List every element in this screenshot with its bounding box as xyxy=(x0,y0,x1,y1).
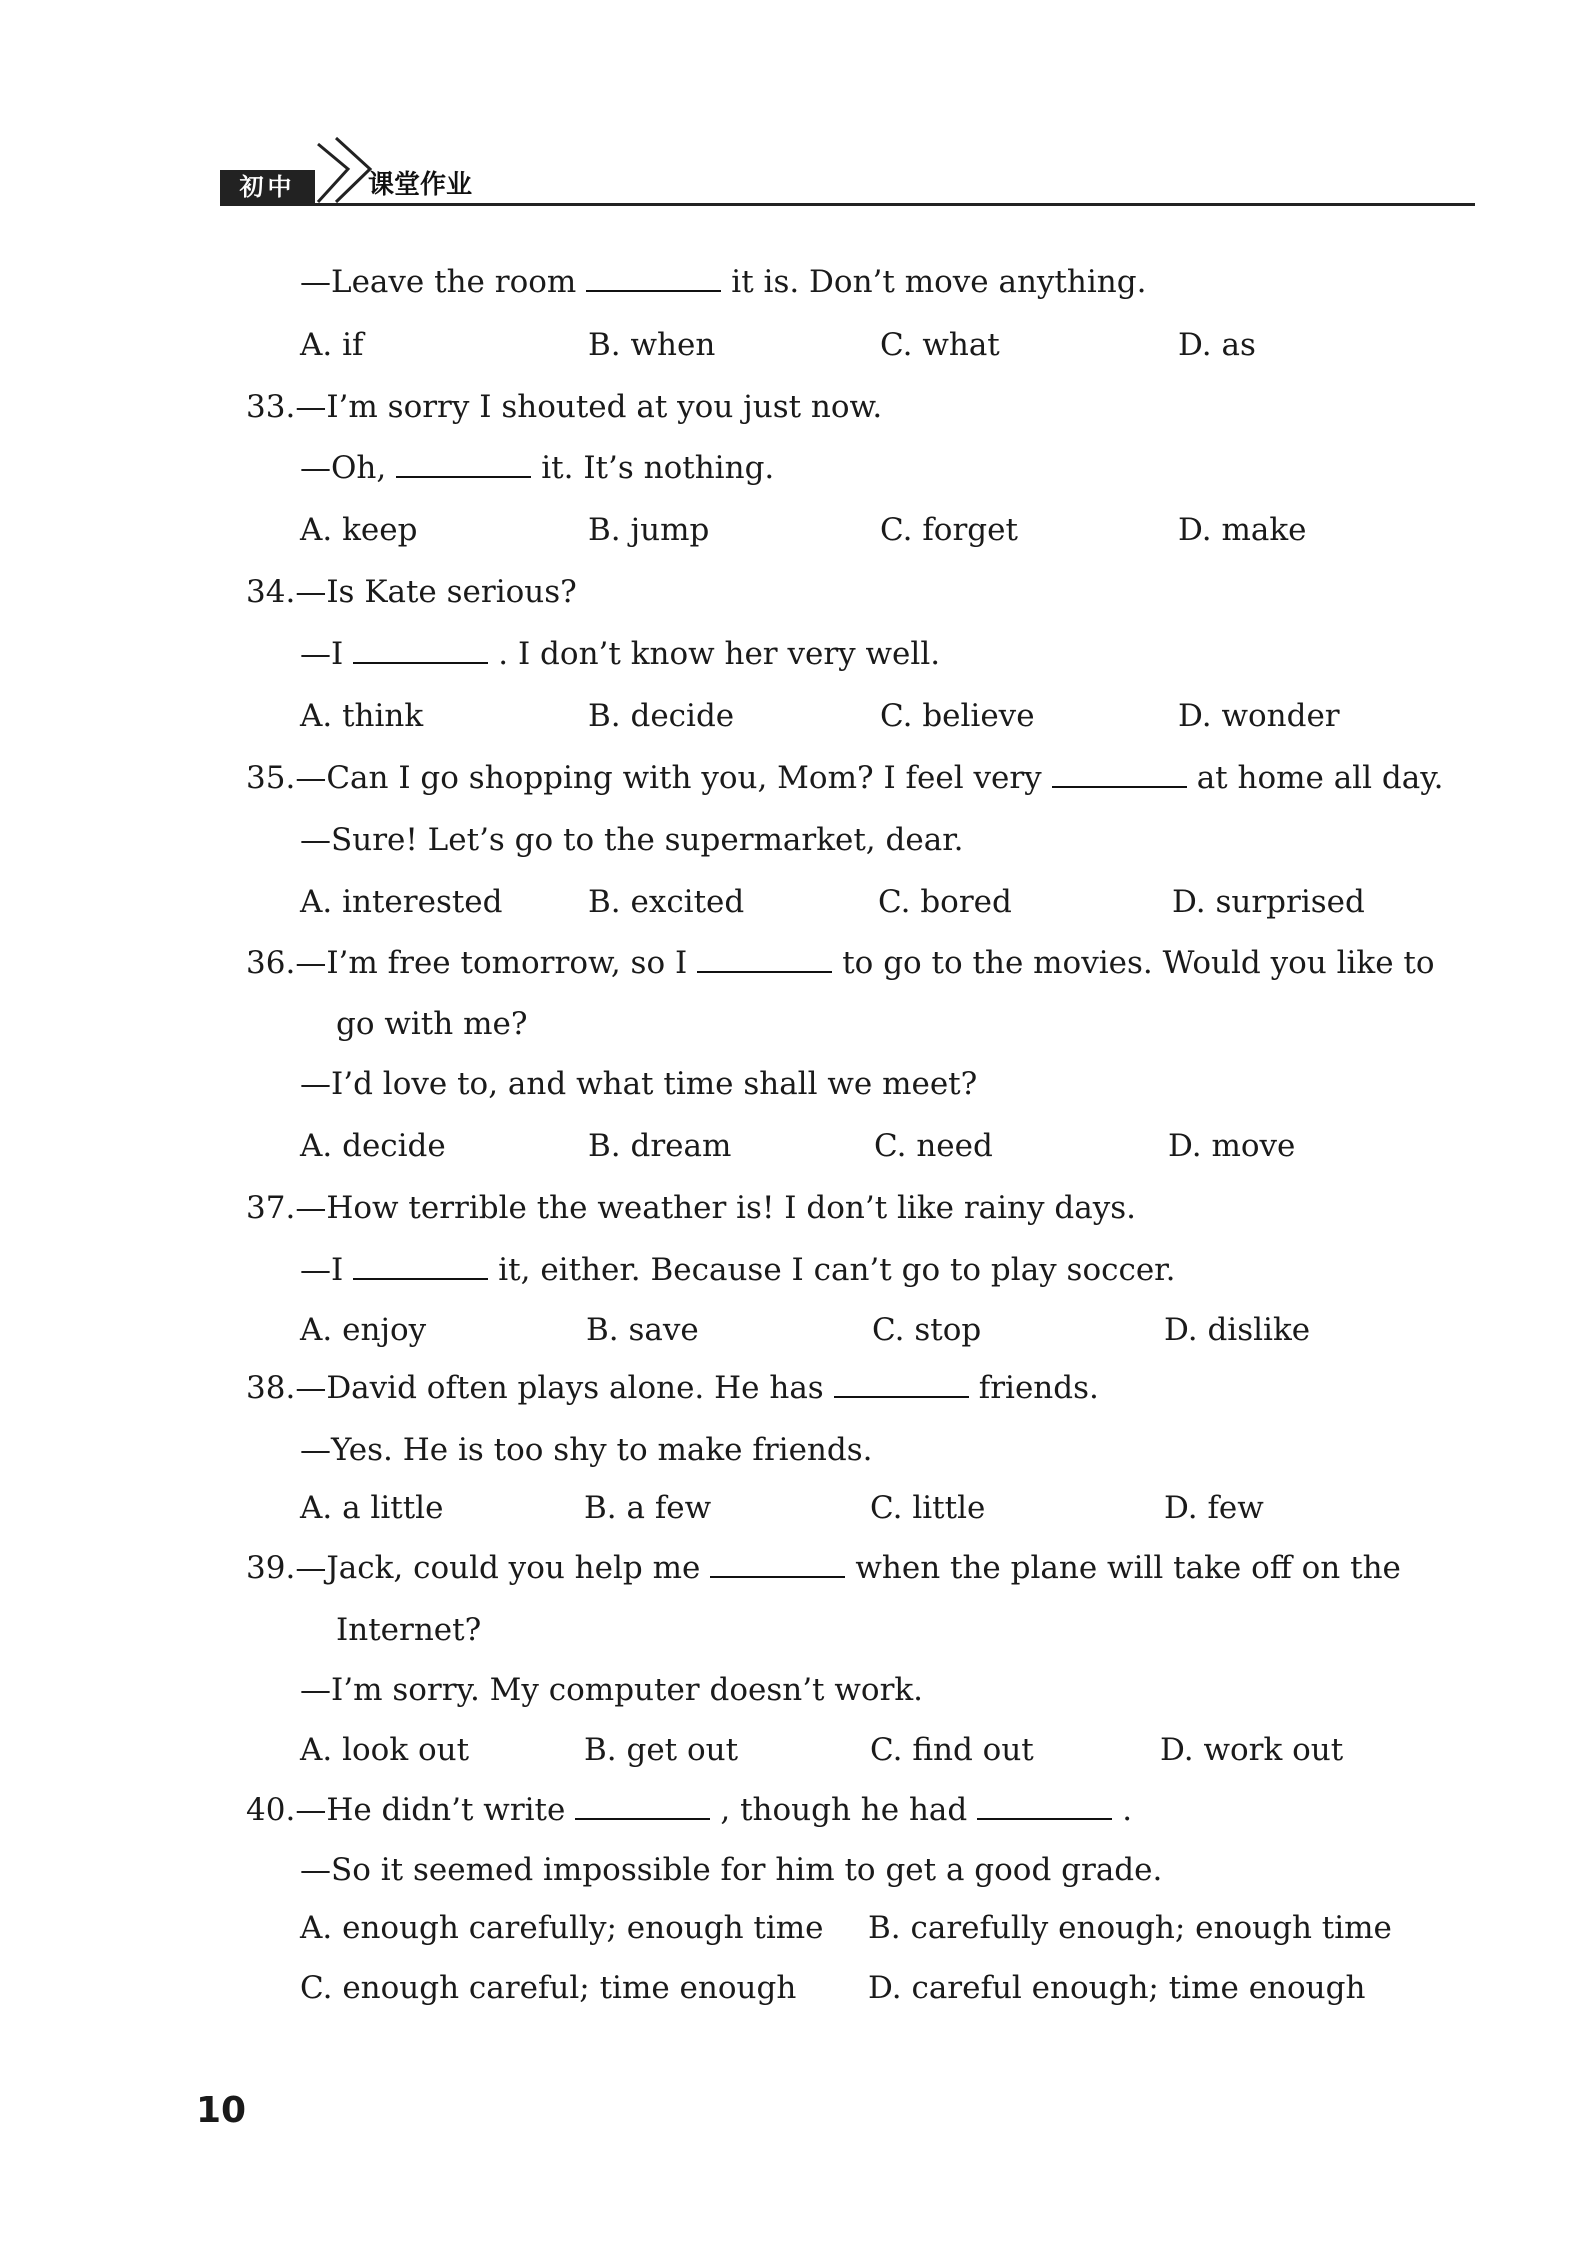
q39-question: 39.—Jack, could you help me when the plane will take off on the xyxy=(246,1550,1401,1586)
option-d[interactable]: D. surprised xyxy=(1172,884,1365,920)
answer-blank[interactable] xyxy=(353,1250,488,1280)
q35-response: —Sure! Let’s go to the supermarket, dear. xyxy=(300,822,964,858)
question-number: 38. xyxy=(246,1370,296,1406)
option-c[interactable]: C. what xyxy=(880,327,1000,363)
q37-answer-line: —I it, either. Because I can’t go to play soccer. xyxy=(300,1252,1176,1288)
q33-answer-line: —Oh, it. It’s nothing. xyxy=(300,450,775,486)
q33-question: 33.—I’m sorry I shouted at you just now. xyxy=(246,389,883,425)
option-c[interactable]: C. bored xyxy=(878,884,1012,920)
header-badge: 初中 xyxy=(220,170,315,204)
option-b[interactable]: B. decide xyxy=(588,698,735,734)
answer-blank[interactable] xyxy=(977,1790,1112,1820)
option-a[interactable]: A. enough carefully; enough time xyxy=(300,1910,824,1946)
option-b[interactable]: B. excited xyxy=(588,884,745,920)
option-d[interactable]: D. careful enough; time enough xyxy=(868,1970,1366,2006)
q40-response: —So it seemed impossible for him to get a good grade. xyxy=(300,1852,1163,1888)
answer-blank[interactable] xyxy=(586,262,721,292)
answer-blank[interactable] xyxy=(710,1548,845,1578)
header-title: 课堂作业 xyxy=(368,170,473,200)
option-d[interactable]: D. dislike xyxy=(1164,1312,1311,1348)
option-b[interactable]: B. jump xyxy=(588,512,710,548)
answer-blank[interactable] xyxy=(834,1368,969,1398)
answer-blank[interactable] xyxy=(697,943,832,973)
option-d[interactable]: D. work out xyxy=(1160,1732,1344,1768)
option-c[interactable]: C. stop xyxy=(872,1312,982,1348)
answer-blank[interactable] xyxy=(396,448,531,478)
answer-blank[interactable] xyxy=(575,1790,710,1820)
q38-response: —Yes. He is too shy to make friends. xyxy=(300,1432,873,1468)
q35-question: 35.—Can I go shopping with you, Mom? I feel very at home all day. xyxy=(246,760,1444,796)
q32-answer-line: —Leave the room it is. Don’t move anything. xyxy=(300,264,1147,300)
q36-question: 36.—I’m free tomorrow, so I to go to the movies. Would you like to xyxy=(246,945,1435,981)
q39-response: —I’m sorry. My computer doesn’t work. xyxy=(300,1672,924,1708)
option-a[interactable]: A. enjoy xyxy=(300,1312,427,1348)
option-a[interactable]: A. keep xyxy=(300,512,418,548)
option-c[interactable]: C. believe xyxy=(880,698,1035,734)
option-d[interactable]: D. as xyxy=(1178,327,1256,363)
q40-question: 40.—He didn’t write , though he had . xyxy=(246,1792,1133,1828)
option-b[interactable]: B. get out xyxy=(584,1732,739,1768)
option-a[interactable]: A. interested xyxy=(300,884,503,920)
q39-question-cont: Internet? xyxy=(336,1612,482,1648)
option-d[interactable]: D. move xyxy=(1168,1128,1296,1164)
q37-question: 37.—How terrible the weather is! I don’t like rainy days. xyxy=(246,1190,1136,1226)
header-rule xyxy=(220,203,1475,206)
option-d[interactable]: D. make xyxy=(1178,512,1307,548)
question-number: 37. xyxy=(246,1190,296,1226)
question-number: 40. xyxy=(246,1792,296,1828)
page-header xyxy=(220,130,1475,205)
option-a[interactable]: A. look out xyxy=(300,1732,470,1768)
answer-blank[interactable] xyxy=(353,634,488,664)
q36-question-cont: go with me? xyxy=(336,1006,528,1042)
option-c[interactable]: C. need xyxy=(874,1128,993,1164)
question-number: 39. xyxy=(246,1550,296,1586)
question-number: 34. xyxy=(246,574,296,610)
page-number: 10 xyxy=(196,2090,247,2131)
option-c[interactable]: C. forget xyxy=(880,512,1018,548)
question-number: 35. xyxy=(246,760,296,796)
q34-question: 34.—Is Kate serious? xyxy=(246,574,577,610)
q34-answer-line: —I . I don’t know her very well. xyxy=(300,636,941,672)
option-b[interactable]: B. dream xyxy=(588,1128,732,1164)
q38-question: 38.—David often plays alone. He has friends. xyxy=(246,1370,1099,1406)
q36-response: —I’d love to, and what time shall we meet? xyxy=(300,1066,978,1102)
option-b[interactable]: B. carefully enough; enough time xyxy=(868,1910,1392,1946)
question-number: 36. xyxy=(246,945,296,981)
option-d[interactable]: D. few xyxy=(1164,1490,1264,1526)
option-b[interactable]: B. save xyxy=(586,1312,699,1348)
option-a[interactable]: A. think xyxy=(300,698,424,734)
option-d[interactable]: D. wonder xyxy=(1178,698,1340,734)
option-c[interactable]: C. find out xyxy=(870,1732,1034,1768)
option-a[interactable]: A. decide xyxy=(300,1128,446,1164)
question-number: 33. xyxy=(246,389,296,425)
option-c[interactable]: C. enough careful; time enough xyxy=(300,1970,797,2006)
answer-blank[interactable] xyxy=(1052,758,1187,788)
option-b[interactable]: B. a few xyxy=(584,1490,712,1526)
option-a[interactable]: A. if xyxy=(300,327,364,363)
option-c[interactable]: C. little xyxy=(870,1490,986,1526)
option-b[interactable]: B. when xyxy=(588,327,716,363)
option-a[interactable]: A. a little xyxy=(300,1490,444,1526)
